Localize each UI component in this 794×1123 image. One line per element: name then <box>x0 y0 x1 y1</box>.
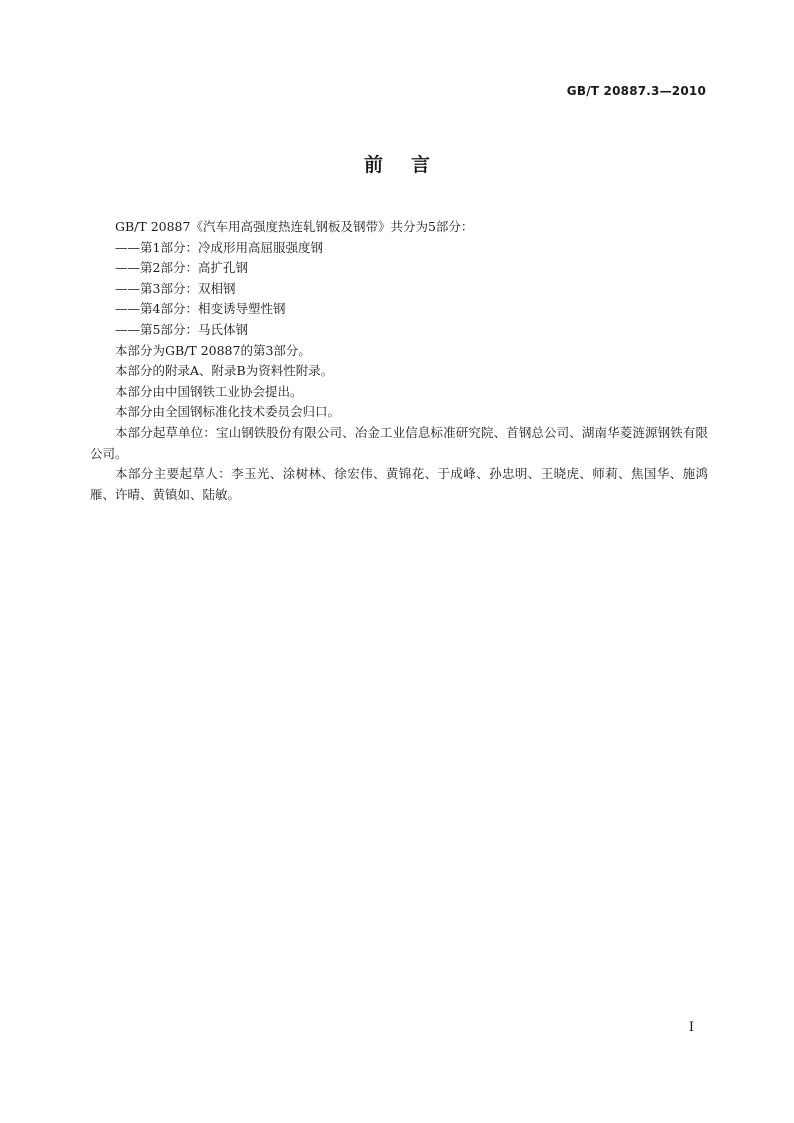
standard-number: GB/T 20887.3—2010 <box>566 84 706 98</box>
drafting-units-paragraph: 本部分起草单位：宝山钢铁股份有限公司、冶金工业信息标准研究院、首钢总公司、湖南华菱涟源钢铁有限公司。 <box>90 424 708 461</box>
part-item-2: ——第2部分：高扩孔钢 <box>115 260 248 276</box>
annex-paragraph: 本部分的附录A、附录B为资料性附录。 <box>115 363 334 379</box>
centralized-paragraph: 本部分由全国钢标准化技术委员会归口。 <box>115 404 341 420</box>
part-item-4: ——第4部分：相变诱导塑性钢 <box>115 301 286 317</box>
page-title: 前言 <box>363 154 458 176</box>
foreword-body <box>90 217 708 505</box>
this-part-paragraph: 本部分为GB/T 20887的第3部分。 <box>115 342 311 358</box>
page-number: I <box>688 1020 694 1035</box>
part-item-1: ——第1部分：冷成形用高屈服强度钢 <box>115 239 323 255</box>
intro-paragraph: GB/T 20887《汽车用高强度热连轧钢板及钢带》共分为5部分： <box>115 219 474 234</box>
part-item-3: ——第3部分：双相钢 <box>115 280 236 296</box>
part-item-5: ——第5部分：马氏体钢 <box>115 321 248 337</box>
drafters-paragraph: 本部分主要起草人：李玉光、涂树林、徐宏伟、黄锦花、于成峰、孙忠明、王晓虎、师莉、焦国华、施鸿雁、许晴、黄镇如、陆敏。 <box>90 466 708 502</box>
proposed-paragraph: 本部分由中国钢铁工业协会提出。 <box>115 383 303 399</box>
